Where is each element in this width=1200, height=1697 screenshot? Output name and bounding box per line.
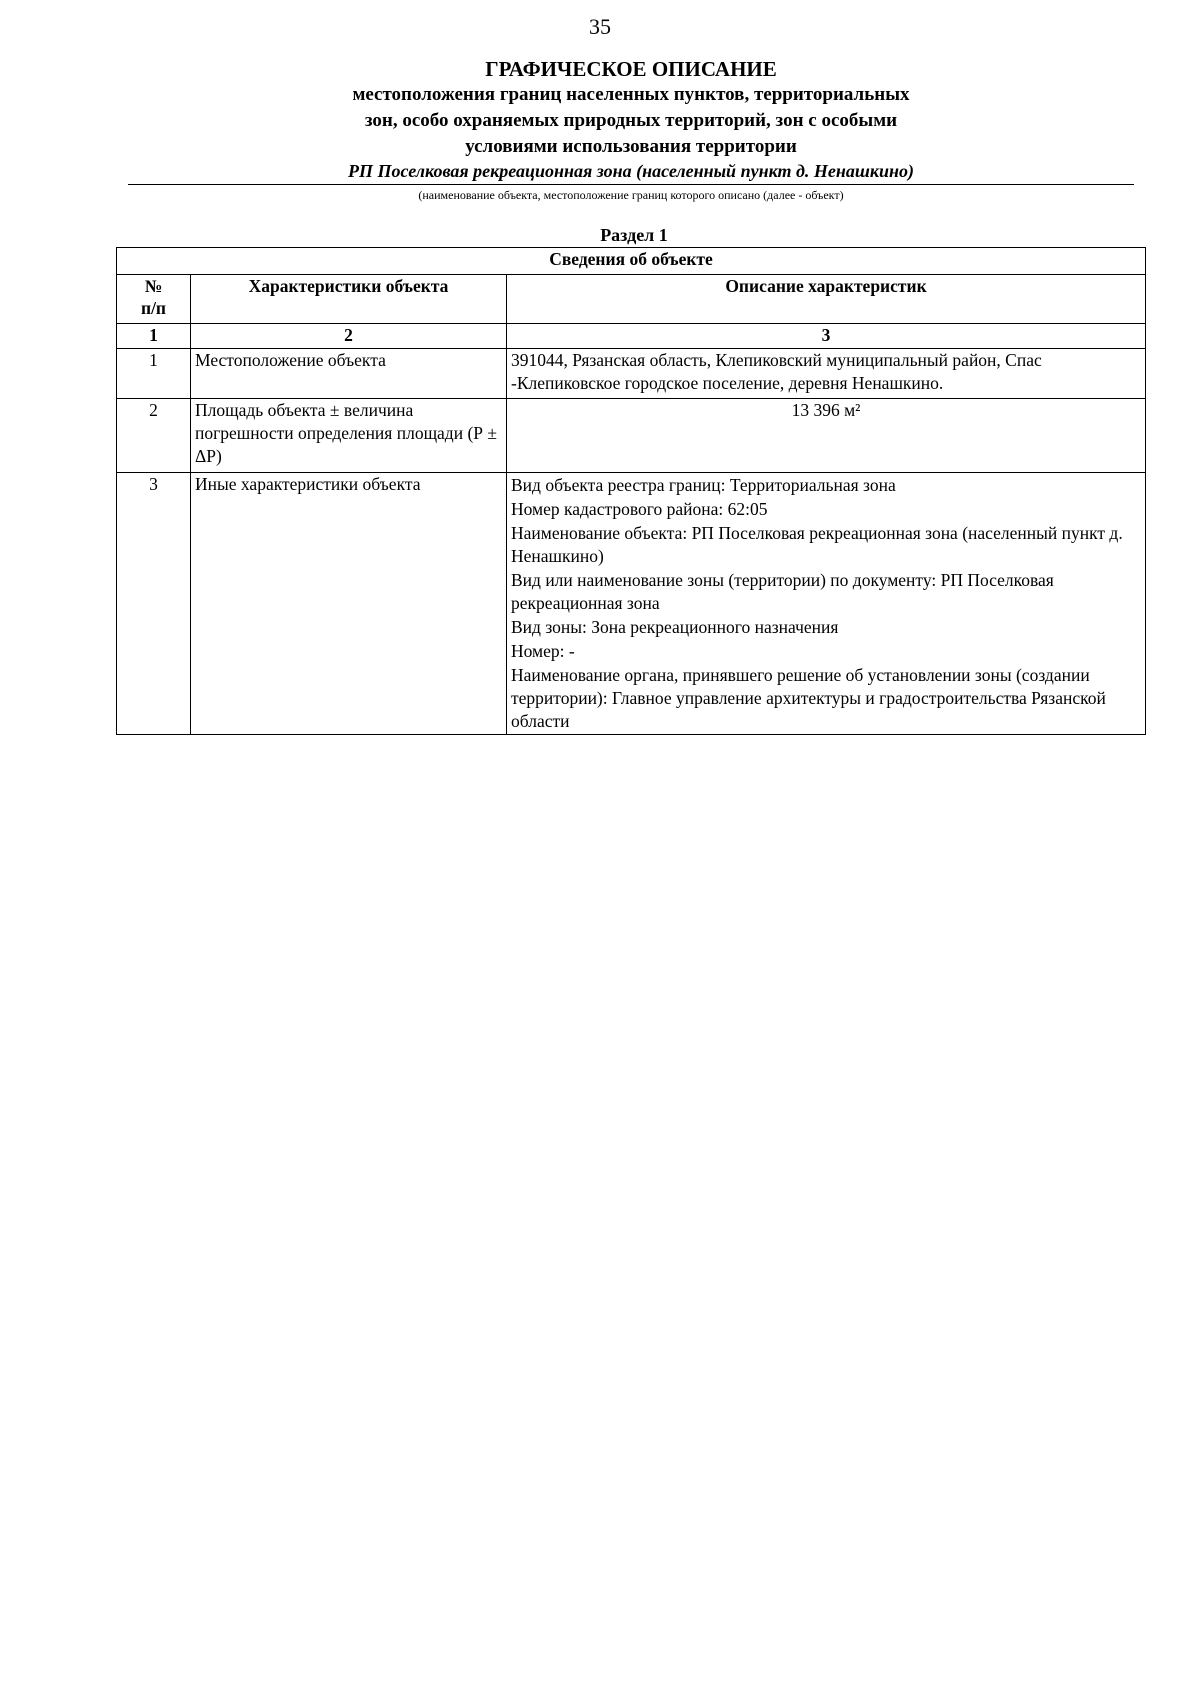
description-line: Вид объекта реестра границ: Территориальная зона: [511, 475, 896, 495]
description-line: Наименование объекта: РП Поселковая рекреационная зона (населенный пункт д. Ненашкино): [511, 523, 1123, 566]
table-caption-row: [117, 248, 1146, 275]
header-characteristic: Характеристики объекта: [191, 275, 507, 324]
document-title: ГРАФИЧЕСКОЕ ОПИСАНИЕ: [485, 57, 777, 81]
row-description: [507, 473, 1146, 735]
table-header-row: [117, 275, 1146, 324]
column-number-3: 3: [507, 324, 1146, 349]
row-description: 391044, Рязанская область, Клепиковский муниципальный район, Спас -Клепиковское городское поселение, деревня Ненашкино.: [507, 349, 1146, 399]
column-number-1: 1: [117, 324, 191, 349]
table-row: [117, 399, 1146, 473]
document-subtitle-line-3: условиями использования территории: [465, 136, 797, 157]
row-characteristic: Иные характеристики объекта: [191, 473, 507, 735]
table-caption: Сведения об объекте: [117, 248, 1146, 275]
row-number: 3: [117, 473, 191, 735]
column-number-row: [117, 324, 1146, 349]
header-num: № п/п: [117, 275, 191, 324]
row-description: 13 396 м²: [507, 399, 1146, 473]
description-line: Вид или наименование зоны (территории) по документу: РП Поселковая рекреационная зона: [511, 570, 1054, 613]
section-title: Раздел 1: [600, 225, 668, 245]
description-line: Номер кадастрового района: 62:05: [511, 499, 768, 519]
document-subtitle-line-1: местоположения границ населенных пунктов, территориальных: [352, 84, 910, 105]
table-row: [117, 349, 1146, 399]
description-line: Номер: -: [511, 641, 575, 661]
column-number-2: 2: [191, 324, 507, 349]
row-characteristic: Местоположение объекта: [191, 349, 507, 399]
object-caption: (наименование объекта, местоположение границ которого описано (далее - объект): [418, 188, 844, 202]
description-line: Вид зоны: Зона рекреационного назначения: [511, 617, 839, 637]
header-description: Описание характеристик: [507, 275, 1146, 324]
row-number: 2: [117, 399, 191, 473]
page-number: 35: [589, 14, 611, 39]
description-line: Наименование органа, принявшего решение об установлении зоны (создании территории): Главное управление архитектуры и градостроительства Рязанской области: [511, 665, 1106, 731]
table-row: [117, 473, 1146, 735]
object-name: РП Поселковая рекреационная зона (населенный пункт д. Ненашкино): [128, 160, 1134, 185]
object-info-table: [116, 247, 1146, 735]
document-subtitle-line-2: зон, особо охраняемых природных территорий, зон с особыми: [364, 110, 898, 131]
title-block: [128, 56, 1134, 203]
row-number: 1: [117, 349, 191, 399]
row-characteristic: Площадь объекта ± величина погрешности определения площади (Р ± ΔР): [191, 399, 507, 473]
